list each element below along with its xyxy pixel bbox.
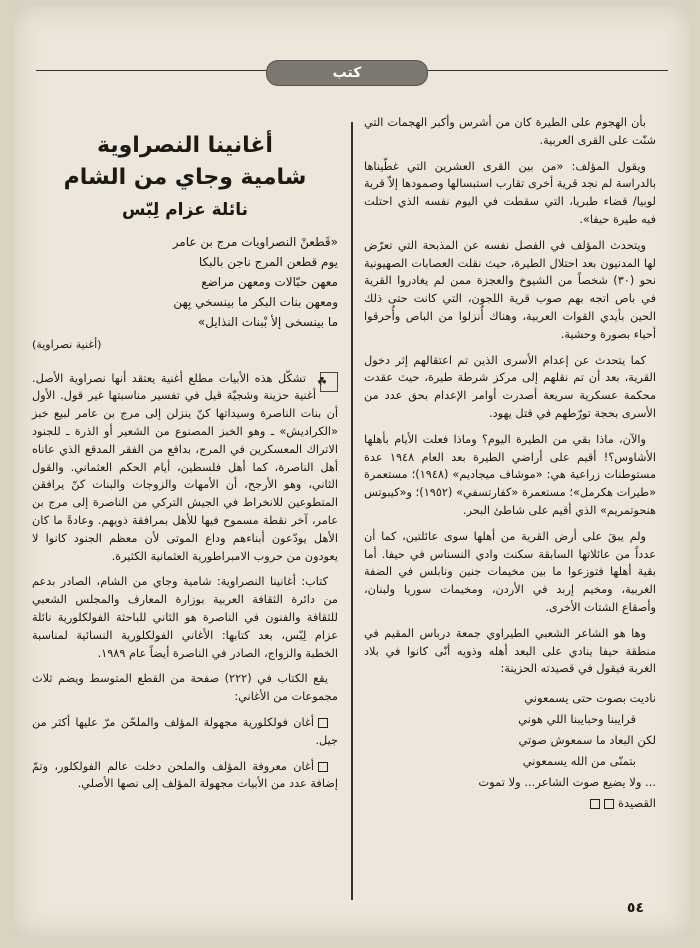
- song-line: بتمنّى من الله يسمعوني: [522, 754, 636, 769]
- paragraph: كما يتحدث عن إعدام الأسرى الذين تم اعتقالهم إثر دخول القرية، بعد أن تم نقلهم إلى مركز شرطة طيرة، حيث عقدت محكمة عسكرية سريعة أصدرت أوامر الإعدام بحق عدد من الأسرى بحجة تورّطهم في قتل يهود.: [364, 353, 656, 420]
- bullet-square-icon: [318, 762, 328, 772]
- article-title-line2: شامية وجاي من الشام: [63, 165, 307, 190]
- poem-line: «قَطعنْ النصراويات مرج بن عامر: [172, 234, 338, 249]
- poem-source: (أغنية نصراوية): [32, 337, 102, 351]
- page-number: ٥٤: [626, 900, 644, 916]
- paragraph: ☘ تشكّل هذه الأبيات مطلع أغنية يعتقد أنها نصراوية الأصل. أغنية حزينة وشجيّة قيل في تفسير مناسبتها غير قول. الأول أن بنات الناصرة وسيداتها كنّ ينزلن إلى مرج بن عامر لبيع خبز «الكراديش» ـ وهو الخبز المصنوع من الشعير أو الذرة ـ للجنود الاتراك المعسكرين في المرج، بدافع من الفقر المدقع الذي عاناه أهل الناصرة، كما أهل فلسطين، أيام الحكم العثماني. والقول الثاني، وهو الأرجح، أن الأمهات والزوجات والبنات كنّ يرافقن المتطوعين للانخراط في الجيش التركي من الناصرة إلى مرج بن عامر، آخر نقطة مسموح فيها للأهل بمرافقة ذويهم. وعادةً ما كان الأهل يودّعون أبناءهم وداع الموتى لأن معظم الجنود كانوا لا يعودون من حروب الامبراطورية العثمانية الكثيرة.: [32, 371, 338, 563]
- article-author: نائلة عزام لِبّس: [121, 200, 249, 220]
- song-line: قرايبنا وحبايبنا اللي هوني: [518, 712, 636, 727]
- list-item: أغان فولكلورية مجهولة المؤلف والملحّن مرّ عليها أكثر من جيل.: [32, 715, 338, 747]
- palm-tree-icon: ☘: [320, 372, 338, 392]
- bullet-square-icon: [318, 718, 328, 728]
- right-column: [364, 114, 656, 814]
- paragraph: وها هو الشاعر الشعبي الطيراوي جمعة درباس المقيم في منطقة حيفا ينادي على البعد أهله وذويه أنّى كانوا في بلاد الغربة فيقول في قصيدته الحزينة:: [364, 626, 656, 676]
- paragraph: والآن، ماذا بقي من الطيرة اليوم؟ وماذا فعلت الأيام بأهلها الأشاوس؟! أقيم على أراضي الطيرة بعد العام ١٩٤٨ عدة مستوطنات زراعية هي: «موشاف ميجاديم» (١٩٤٨)؛ مستعمرة «طيرات هكرمل»؛ مستعمرة «كفارتسفي» (١٩٥٢)؛ و«كيبوتس هنحوتمريم» الذي أقيم على شاطئ البحر.: [364, 432, 656, 517]
- paragraph: يقع الكتاب في (٢٢٢) صفحة من القطع المتوسط ويضم ثلاث مجموعات من الأغاني:: [32, 672, 338, 704]
- song-end: القصيدة: [364, 793, 656, 814]
- poem-line: معهن حبّالات ومعهن مراضع: [201, 274, 338, 289]
- article-title-line1: أغانينا النصراوية: [97, 133, 273, 158]
- column-divider: [351, 122, 353, 900]
- poem-line: ما بينسخى إلأ بْبنات النذايل»: [197, 314, 338, 329]
- list-item: أغان معروفة المؤلف والملحن دخلت عالم الفولكلور، وتمّ إضافة عدد من الأبيات مجهولة المؤلف إلى نصها الأصلي.: [32, 759, 338, 791]
- paragraph: بأن الهجوم على الطيرة كان من أشرس وأكبر الهجمات التي شنّت على القرى العربية.: [364, 116, 656, 147]
- song-line: لكن البعاد ما سمعوش صوتي: [518, 733, 656, 748]
- poem-line: ومعهن بنات البكر ما بينسخي بِهن: [173, 294, 338, 309]
- end-square-icon: [604, 799, 614, 809]
- paragraph: ويقول المؤلف: «من بين القرى العشرين التي غطّيناها بالدراسة لم نجد قرية أخرى تقارب استبسالها وصمودها إلاّ قرية لوبيا/ قضاء طبريا، التي سقطت في اليوم نفسه الذي احتلت فيه طيرة حيفا».: [364, 159, 656, 226]
- song-line: ... ولا يضيع صوت الشاعر... ولا تموت: [478, 775, 656, 790]
- magazine-page: [14, 6, 690, 936]
- opening-poem: [32, 232, 338, 332]
- section-label: كتب: [266, 60, 428, 86]
- paragraph: ويتحدث المؤلف في الفصل نفسه عن المذبحة التي تعرّض لها المدنيون بعد احتلال الطيرة، حيث نقلت العصابات الصهيونية نحو (٣٠) شخصاً من الشيوخ والعجزة ممن لم يغادروا القرية في باص اتجه بهم صوب قرية اللجون، التي كانت حتى ذلك الحين بأيدي القوات العربية، وهناك أُنزلوا من الباص وأُحرقوا أحياء بصورة وحشية.: [364, 238, 656, 341]
- paragraph: ولم يبقَ على أرض القرية من أهلها سوى عائلتين، كما أن عدداً من عائلاتها السابقة سكنت وادي النسناس في حيفا. أما بقية أهلها فتوزعوا ما بين مخيمات جنين ونابلس في الضفة الغربية، ومخيم إربد في الأردن، ومخيمات سوريا ولبنان، وأصقاع الشتات الأخرى.: [364, 529, 656, 614]
- song-verse: [364, 688, 656, 814]
- paragraph: كتاب: أغانينا النصراوية: شامية وجاي من الشام، الصادر بدعم من دائرة الثقافة العربية بوزارة المعارف والمجلس الشعبي للثقافة والفنون في الناصرة هو الثاني للباحثة الفولكلورية نائلة عزام لِبّس، بعد كتابها: الأغاني الفولكلورية النسائية لمناسبة الخطبة والزواج، الصادر في الناصرة أيضاً عام ١٩٨٩.: [32, 575, 338, 660]
- end-square-icon: [590, 799, 600, 809]
- poem-line: يوم قطعن المرج ناجن بالبكا: [198, 254, 338, 269]
- song-line: ناديت بصوت حتى يسمعوني: [524, 691, 656, 706]
- left-column: [32, 130, 338, 801]
